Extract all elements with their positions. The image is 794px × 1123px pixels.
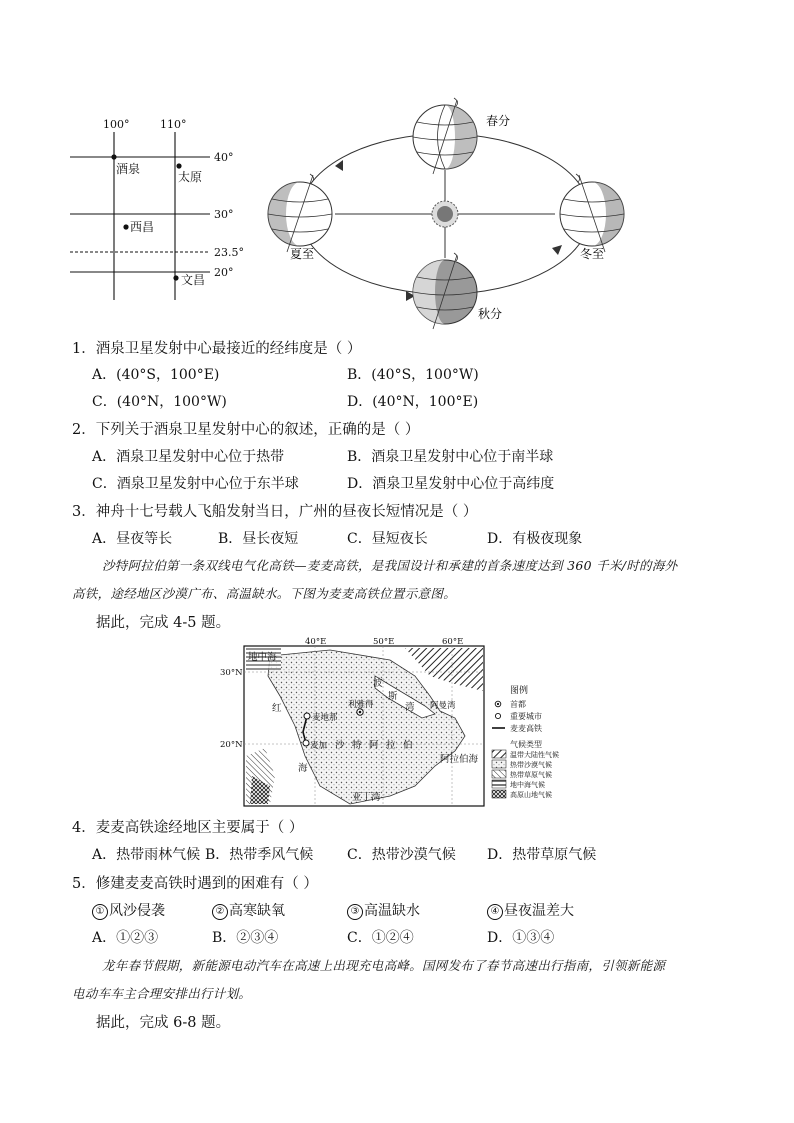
sun-icon: [432, 201, 458, 227]
legend-capital: 首都: [510, 700, 526, 709]
globe-winter: [560, 174, 624, 252]
label-la: 拉: [386, 740, 396, 751]
climate-1: 热带沙漠气候: [510, 761, 552, 769]
medina-marker: [304, 713, 310, 719]
q3-option-b[interactable]: B．昼长夜短: [218, 531, 299, 547]
q1-stem: 1．酒泉卫星发射中心最接近的经纬度是（ ）: [72, 341, 362, 357]
q3-option-d[interactable]: D．有极夜现象: [487, 531, 583, 547]
legend-city-icon: [495, 713, 500, 718]
label-si: 斯: [388, 691, 398, 702]
lon-60e: 60°E: [442, 637, 464, 647]
lon-label-100: 100°: [103, 118, 130, 131]
q4-stem: 4．麦麦高铁途经地区主要属于（ ）: [72, 820, 304, 836]
arabia-map-figure: [220, 636, 564, 808]
climate-0: 温带大陆性气候: [510, 751, 559, 759]
label-oman-gulf: 阿曼湾: [430, 701, 456, 711]
passage2-line2: 电动车车主合理安排出行计划。: [72, 986, 252, 1001]
legend-railway: 麦麦高铁: [510, 724, 542, 733]
q4-option-a[interactable]: A．热带雨林气候: [92, 847, 201, 863]
label-a: 阿: [369, 740, 379, 751]
climate-icon-1: [492, 760, 506, 768]
legend-city: 重要城市: [510, 712, 542, 721]
label-te: 特: [352, 740, 362, 751]
q4-option-c[interactable]: C．热带沙漠气候: [347, 847, 456, 863]
q3-option-c[interactable]: C．昼短夜长: [347, 531, 428, 547]
q5-option-b[interactable]: B．②③④: [212, 930, 279, 946]
climate-icon-3: [492, 780, 506, 788]
lat-label-20: 20°: [214, 266, 234, 279]
jiuquan-dot: [111, 154, 116, 159]
q1-option-b[interactable]: B．(40°S，100°W): [347, 367, 479, 383]
q5-item-3: ③ 高温缺水: [347, 900, 420, 920]
orbit-arrow-3: [552, 245, 562, 255]
label-aden-gulf: 亚丁湾: [352, 792, 381, 803]
climate-2: 热带草原气候: [510, 771, 552, 779]
climate-4: 高原山地气候: [510, 791, 552, 799]
q5-option-a[interactable]: A．①②③: [92, 930, 159, 946]
lat-label-23-5: 23.5°: [214, 246, 244, 259]
place-wenchang: 文昌: [181, 273, 206, 287]
latlon-grid-figure: [60, 110, 260, 300]
lon-40e: 40°E: [305, 637, 327, 647]
earth-orbit-figure: [260, 90, 630, 320]
label-bo: 波: [373, 678, 383, 689]
globe-spring: [413, 98, 477, 174]
place-jiuquan: 酒泉: [116, 162, 141, 176]
label-sha: 沙: [335, 740, 345, 751]
q5-stem: 5．修建麦麦高铁时遇到的困难有（ ）: [72, 876, 318, 892]
wenchang-dot: [173, 275, 178, 280]
q2-stem: 2．下列关于酒泉卫星发射中心的叙述，正确的是（ ）: [72, 422, 420, 438]
label-bo2: 伯: [403, 740, 413, 751]
q2-option-c[interactable]: C．酒泉卫星发射中心位于东半球: [92, 476, 299, 492]
climate-title: 气候类型: [510, 740, 542, 749]
climate-icon-2: [492, 770, 506, 778]
passage1-prompt: 据此，完成 4-5 题。: [96, 615, 231, 631]
xichang-dot: [123, 224, 128, 229]
lat-20n: 20°N: [220, 740, 243, 750]
lat-label-30: 30°: [214, 208, 234, 221]
q5-item-1: ① 风沙侵袭: [92, 900, 165, 920]
lon-label-110: 110°: [160, 118, 187, 131]
q2-option-d[interactable]: D．酒泉卫星发射中心位于高纬度: [347, 476, 555, 492]
q1-option-d[interactable]: D．(40°N，100°E): [347, 394, 479, 410]
q3-option-a[interactable]: A．昼夜等长: [92, 531, 173, 547]
place-taiyuan: 太原: [178, 170, 203, 184]
taiyuan-dot: [176, 163, 181, 168]
legend-title: 图例: [510, 686, 529, 696]
mecca-marker: [303, 740, 309, 746]
q5-item-4: ④ 昼夜温差大: [487, 900, 574, 920]
globe-autumn: [413, 253, 477, 329]
climate-icon-4: [492, 790, 506, 798]
label-summer: 夏至: [290, 247, 315, 261]
place-xichang: 西昌: [130, 220, 155, 234]
climate-3: 地中海气候: [510, 781, 545, 789]
label-sea: 海: [298, 763, 308, 774]
label-red: 红: [272, 703, 282, 714]
q4-option-d[interactable]: D．热带草原气候: [487, 847, 597, 863]
globe-summer: [268, 174, 332, 252]
label-mediterranean: 地中海: [248, 652, 277, 663]
q5-item-2: ② 高寒缺氧: [212, 900, 285, 920]
climate-icon-0: [492, 750, 506, 758]
lon-50e: 50°E: [373, 637, 395, 647]
passage2-line1: 龙年春节假期，新能源电动汽车在高速上出现充电高峰。国网发布了春节高速出行指南，引领新能源: [102, 958, 666, 973]
label-medina: 麦地那: [312, 713, 338, 723]
label-spring: 春分: [486, 114, 511, 128]
passage1-line2: 高铁，途经地区沙漠广布、高温缺水。下图为麦麦高铁位置示意图。: [72, 586, 457, 601]
q5-option-d[interactable]: D．①③④: [487, 930, 555, 946]
passage2-prompt: 据此，完成 6-8 题。: [96, 1015, 231, 1031]
lat-30n: 30°N: [220, 668, 243, 678]
passage1-line1: 沙特阿拉伯第一条双线电气化高铁—麦麦高铁，是我国设计和承建的首条速度达到 360 千米/时的海外: [102, 558, 678, 573]
label-autumn: 秋分: [478, 307, 503, 321]
lat-label-40: 40°: [214, 151, 234, 164]
label-wan: 湾: [405, 702, 415, 713]
q1-option-c[interactable]: C．(40°N，100°W): [92, 394, 227, 410]
q1-option-a[interactable]: A．(40°S，100°E): [92, 367, 220, 383]
q3-stem: 3．神舟十七号载人飞船发射当日，广州的昼夜长短情况是（ ）: [72, 504, 478, 520]
q2-option-a[interactable]: A．酒泉卫星发射中心位于热带: [92, 449, 285, 465]
map-legend: [492, 684, 559, 799]
q2-option-b[interactable]: B．酒泉卫星发射中心位于南半球: [347, 449, 554, 465]
label-arabian-sea: 阿拉伯海: [440, 754, 479, 765]
q4-option-b[interactable]: B．热带季风气候: [205, 847, 314, 863]
label-riyadh: 利雅得: [348, 700, 374, 710]
q5-option-c[interactable]: C．①②④: [347, 930, 414, 946]
label-winter: 冬至: [580, 247, 605, 261]
label-mecca: 麦加: [310, 741, 328, 751]
